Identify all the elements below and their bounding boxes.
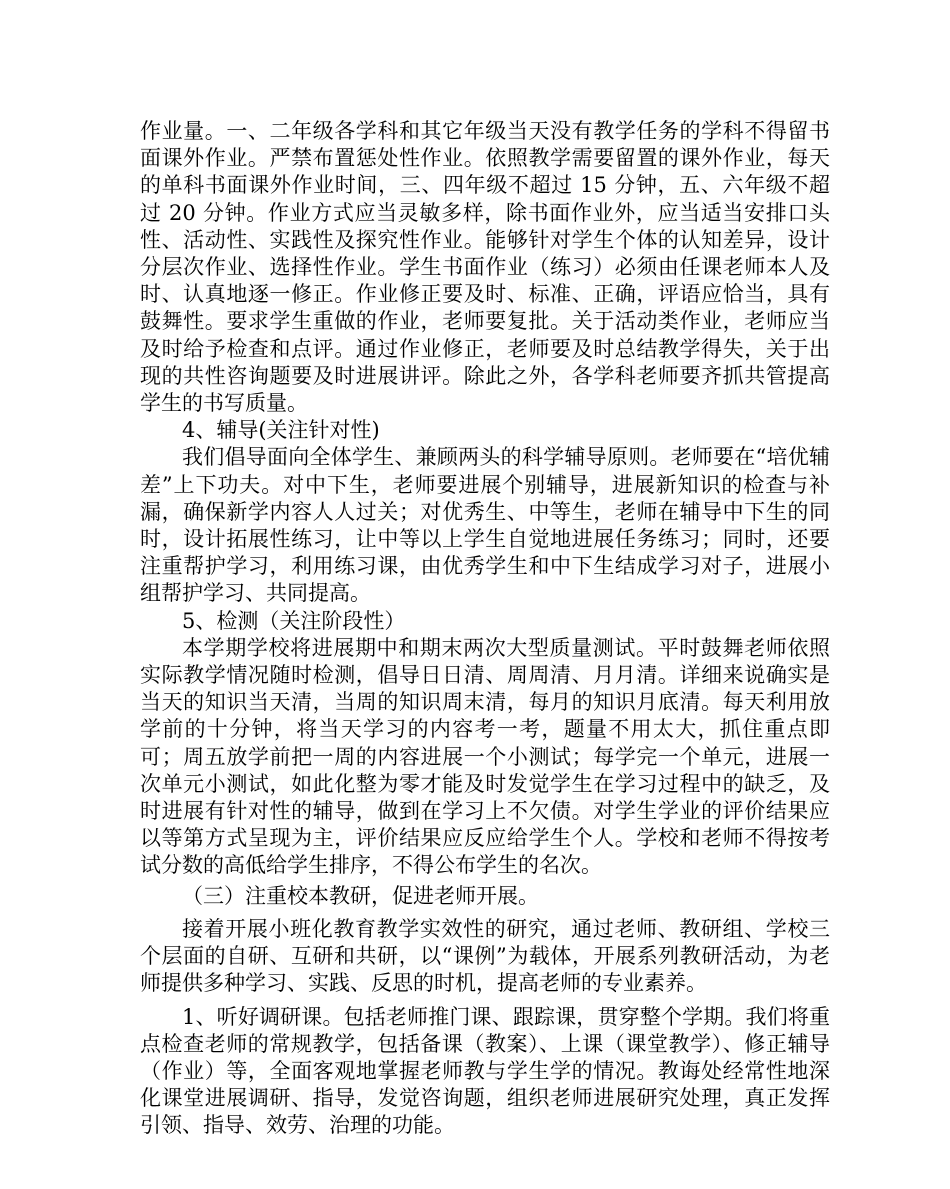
paragraph-tutoring: 我们倡导面向全体学生、兼顾两头的科学辅导原则。老师要在“培优辅差”上下功夫。对中下生，老师要进展个别辅导，进展新知识的检查与补漏，确保新学内容人人过关；对优秀生、中等生，老师在辅导中下生的同时，设计拓展性练习，让中等以上学生自觉地进展任务练习；同时，还要注重帮护学习，利用练习课，由优秀学生和中下生结成学习对子，进展小组帮护学习、共同提高。 xyxy=(140,445,830,606)
paragraph-school-research: 接着开展小班化教育教学实效性的研究，通过老师、教研组、学校三个层面的自研、互研和共研，以“课例”为载体，开展系列教研活动，为老师提供多种学习、实践、反思的时机，提高老师的专业素养。 xyxy=(140,916,830,996)
paragraph-testing: 本学期学校将进展期中和期末两次大型质量测试。平时鼓舞老师依照实际教学情况随时检测，倡导日日清、周周清、月月清。详细来说确实是当天的知识当天清，当周的知识周末清，每月的知识月底清。每天利用放学前的十分钟，将当天学习的内容考一考，题量不用太大，抓住重点即可；周五放学前把一周的内容进展一个小测试；每学完一个单元，进展一次单元小测试，如此化整为零才能及时发觉学生在学习过程中的缺乏，及时进展有针对性的辅导，做到在学习上不欠债。对学生学业的评价结果应以等第方式呈现为主，评价结果应反应给学生个人。学校和老师不得按考试分数的高低给学生排序，不得公布学生的名次。 xyxy=(140,635,830,878)
paragraph-research-lessons: 1、听好调研课。包括老师推门课、跟踪课，贯穿整个学期。我们将重点检查老师的常规教学，包括备课（教案）、上课（课堂教学）、修正辅导（作业）等，全面客观地掌握老师教与学生学的情况。教诲处经常性地深化课堂进展调研、指导，发觉咨询题，组织老师进展研究处理，真正发挥引领、指导、效劳、治理的功能。 xyxy=(140,1004,830,1138)
paragraph-homework-volume: 作业量。一、二年级各学科和其它年级当天没有教学任务的学科不得留书面课外作业。严禁布置惩处性作业。依照教学需要留置的课外作业，每天的单科书面课外作业时间，三、四年级不超过 15 分钟，五、六年级不超过 20 分钟。作业方式应当灵敏多样，除书面作业外，应当适当安排口头性、活动性、实践性及探究性作业。能够针对学生个体的认知差异，设计分层次作业、选择性作业。学生书面作业（练习）必须由任课老师本人及时、认真地逐一修正。作业修正要及时、标准、正确，评语应恰当，具有鼓舞性。要求学生重做的作业，老师要复批。关于活动类作业，老师应当及时给予检查和点评。通过作业修正，老师要及时总结教学得失，关于出现的共性咨询题要及时进展讲评。除此之外，各学科老师要齐抓共管提高学生的书写质量。 xyxy=(140,119,830,416)
heading-school-research: （三）注重校本教研，促进老师开展。 xyxy=(182,883,539,908)
heading-tutoring: 4、辅导(关注针对性) xyxy=(182,418,380,443)
heading-testing: 5、检测（关注阶段性） xyxy=(182,608,406,633)
document-body xyxy=(140,118,830,1140)
